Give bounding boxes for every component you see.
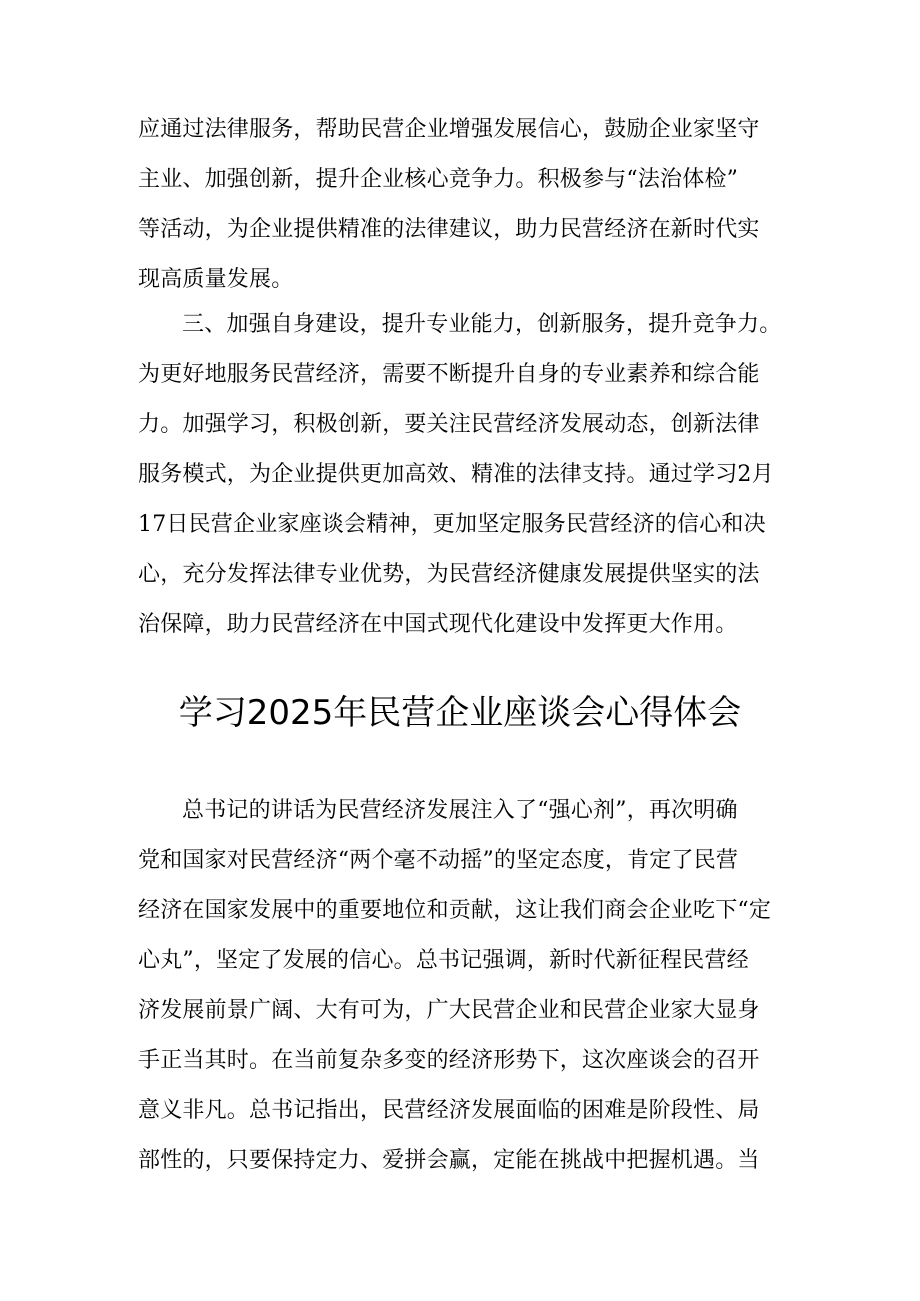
- paragraph-self-building: [138, 300, 798, 650]
- paragraph-legal-service: [138, 105, 798, 305]
- text-line: 总书记的讲话为民营经济发展注入了“强心剂”，再次明确: [182, 798, 738, 823]
- text-line: 服务模式，为企业提供更加高效、精准的法律支持。通过学习2月: [138, 462, 774, 487]
- text-line: 部性的，只要保持定力、爱拼会赢，定能在挑战中把握机遇。当: [138, 1148, 760, 1173]
- text-line: 等活动，为企业提供精准的法律建议，助力民营经济在新时代实: [138, 217, 760, 242]
- text-line: 治保障，助力民营经济在中国式现代化建设中发挥更大作用。: [138, 612, 738, 637]
- text-line: 现高质量发展。: [138, 267, 294, 292]
- text-line: 经济在国家发展中的重要地位和贡献，这让我们商会企业吃下“定: [138, 898, 772, 923]
- document-title: 学习2025年民营企业座谈会心得体会: [178, 693, 742, 733]
- text-line: 意义非凡。总书记指出，民营经济发展面临的困难是阶段性、局: [138, 1098, 760, 1123]
- text-line: 济发展前景广阔、大有可为，广大民营企业和民营企业家大显身: [138, 998, 760, 1023]
- text-line: 手正当其时。在当前复杂多变的经济形势下，这次座谈会的召开: [138, 1048, 760, 1073]
- text-line: 心丸”，坚定了发展的信心。总书记强调，新时代新征程民营经: [138, 948, 749, 973]
- text-line: 17日民营企业家座谈会精神，更加坚定服务民营经济的信心和决: [138, 512, 766, 537]
- text-line: 三、加强自身建设，提升专业能力，创新服务，提升竞争力。: [182, 312, 782, 337]
- text-line: 心，充分发挥法律专业优势，为民营经济健康发展提供坚实的法: [138, 562, 760, 587]
- text-line: 应通过法律服务，帮助民营企业增强发展信心，鼓励企业家坚守: [138, 117, 760, 142]
- text-line: 主业、加强创新，提升企业核心竞争力。积极参与“法治体检”: [138, 167, 739, 192]
- paragraph-speech-reflection: [138, 786, 798, 1186]
- text-line: 党和国家对民营经济“两个毫不动摇”的坚定态度，肯定了民营: [138, 848, 739, 873]
- text-line: 为更好地服务民营经济，需要不断提升自身的专业素养和综合能: [138, 362, 760, 387]
- text-line: 力。加强学习，积极创新，要关注民营经济发展动态，创新法律: [138, 412, 760, 437]
